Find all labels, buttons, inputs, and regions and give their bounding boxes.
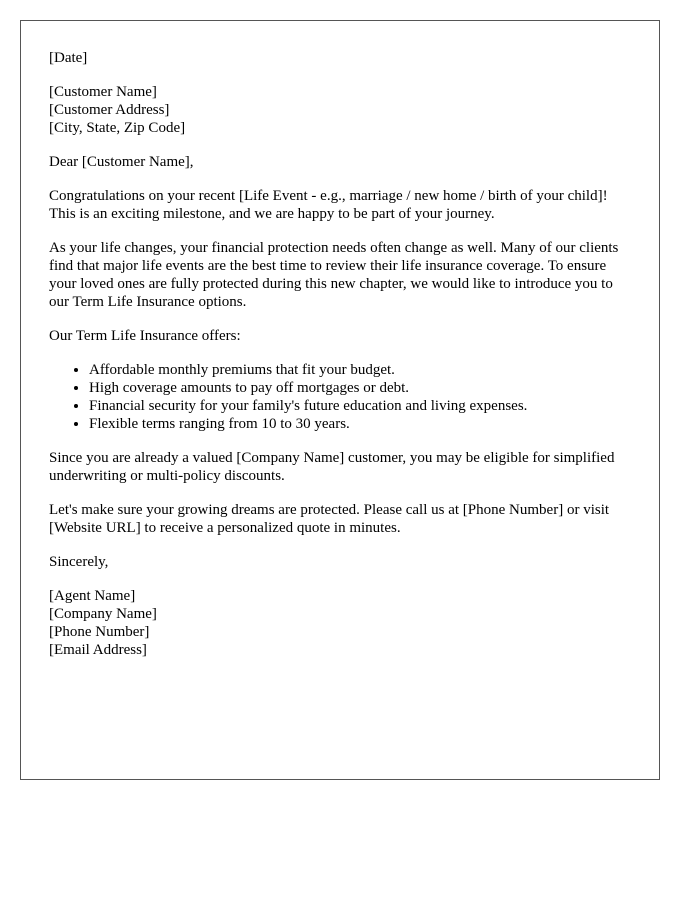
recipient-name: [Customer Name]	[49, 84, 157, 100]
offers-intro: Our Term Life Insurance offers:	[49, 328, 241, 344]
signature-agent-name: [Agent Name]	[49, 588, 136, 604]
letter-page	[20, 20, 660, 780]
benefits-list	[49, 361, 631, 433]
paragraph-congratulations: Congratulations on your recent [Life Event - e.g., marriage / new home / birth of your child]! This is an exciting milestone, and we are happy to be part of your journey.	[49, 188, 608, 222]
paragraph-life-changes: As your life changes, your financial protection needs often change as well. Many of our clients find that major life events are the best time to review their life insurance coverage. To ensure your loved ones are fully protected during this new chapter, we would like to introduce you to our Term Life Insurance options.	[49, 240, 619, 310]
paragraph-call-to-action: Let's make sure your growing dreams are protected. Please call us at [Phone Number] or visit [Website URL] to receive a personalized quote in minutes.	[49, 502, 610, 536]
recipient-city-state-zip: [City, State, Zip Code]	[49, 120, 186, 136]
benefit-item-premiums: • Affordable monthly premiums that fit your budget.	[89, 361, 631, 379]
letter-date: [Date]	[49, 50, 88, 66]
salutation: Dear [Customer Name],	[49, 154, 194, 170]
benefit-item-coverage: • High coverage amounts to pay off mortgages or debt.	[89, 379, 631, 397]
signature-company-name: [Company Name]	[49, 606, 157, 622]
recipient-address-block	[49, 83, 631, 137]
paragraph-eligibility: Since you are already a valued [Company Name] customer, you may be eligible for simplified underwriting or multi-policy discounts.	[49, 450, 615, 484]
benefit-item-security: • Financial security for your family's future education and living expenses.	[89, 397, 631, 415]
signature-phone-number: [Phone Number]	[49, 624, 150, 640]
signature-block	[49, 587, 631, 659]
benefit-item-terms: • Flexible terms ranging from 10 to 30 years.	[89, 415, 631, 433]
closing: Sincerely,	[49, 554, 109, 570]
recipient-address: [Customer Address]	[49, 102, 170, 118]
signature-email-address: [Email Address]	[49, 642, 147, 658]
